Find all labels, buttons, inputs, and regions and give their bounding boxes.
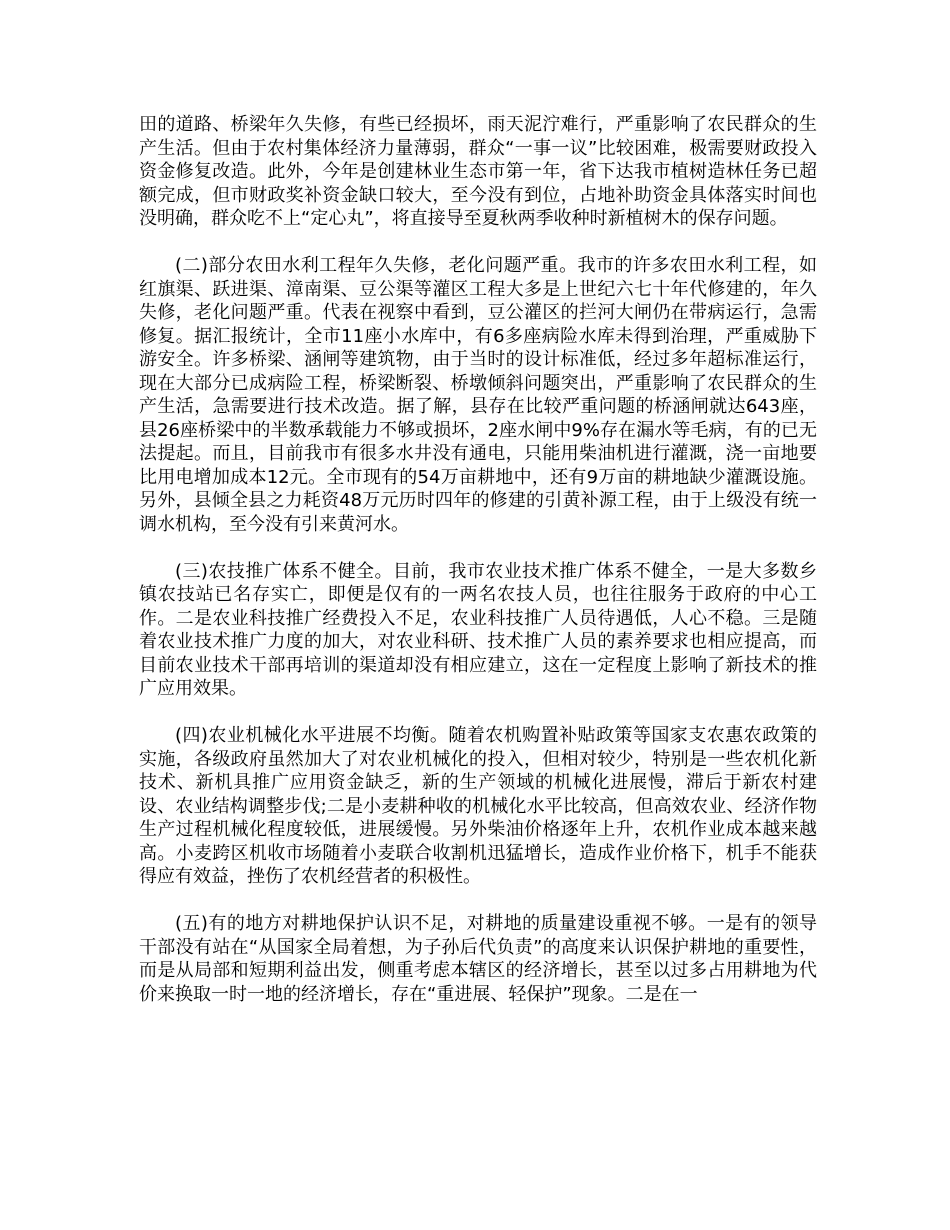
paragraph-section-4: (四)农业机械化水平进展不均衡。随着农机购置补贴政策等国家支农惠农政策的实施，各级政府虽然加大了对农业机械化的投入，但相对较少，特别是一些农机化新技术、新机具推广应用资金缺乏，新的生产领域的机械化进展慢，滞后于新农村建设、农业结构调整步伐;二是小麦耕种收的机械化水平比较高，但高效农业、经济作物生产过程机械化程度较低，进展缓慢。另外柴油价格逐年上升，农机作业成本越来越高。小麦跨区机收市场随着小麦联合收割机迅猛增长，造成作业价格下，机手不能获得应有效益，挫伤了农机经营者的积极性。 [139, 725, 817, 887]
paragraph-section-3: (三)农技推广体系不健全。目前，我市农业技术推广体系不健全，一是大多数乡镇农技站已名存实亡，即便是仅有的一两名农技人员，也往往服务于政府的中心工作。二是农业科技推广经费投入不足，农业科技推广人员待遇低，人心不稳。三是随着农业技术推广力度的加大，对农业科研、技术推广人员的素养要求也相应提高，而目前农业技术干部再培训的渠道却没有相应建立，这在一定程度上影响了新技术的推广应用效果。 [139, 560, 817, 699]
document-body [139, 113, 817, 1030]
paragraph-continuation: 田的道路、桥梁年久失修，有些已经损坏，雨天泥泞难行，严重影响了农民群众的生产生活。但由于农村集体经济力量薄弱，群众“一事一议”比较困难，极需要财政投入资金修复改造。此外，今年是创建林业生态市第一年，省下达我市植树造林任务已超额完成，但市财政奖补资金缺口较大，至今没有到位，占地补助资金具体落实时间也没明确，群众吃不上“定心丸”，将直接导至夏秋两季收种时新植树木的保存问题。 [139, 114, 817, 229]
paragraph-section-5: (五)有的地方对耕地保护认识不足，对耕地的质量建设重视不够。一是有的领导干部没有站在“从国家全局着想，为子孙后代负责”的高度来认识保护耕地的重要性，而是从局部和短期利益出发，侧重考虑本辖区的经济增长，甚至以过多占用耕地为代价来换取一时一地的经济增长，存在“重进展、轻保护”现象。二是在一 [139, 913, 817, 1005]
paragraph-section-2: (二)部分农田水利工程年久失修，老化问题严重。我市的许多农田水利工程，如红旗渠、跃进渠、漳南渠、豆公渠等灌区工程大多是上世纪六七十年代修建的，年久失修，老化问题严重。代表在视察中看到，豆公灌区的拦河大闸仍在带病运行，急需修复。据汇报统计，全市11座小水库中，有6多座病险水库未得到治理，严重威胁下游安全。许多桥梁、涵闸等建筑物，由于当时的设计标准低，经过多年超标准运行，现在大部分已成病险工程，桥梁断裂、桥墩倾斜问题突出，严重影响了农民群众的生产生活，急需要进行技术改造。据了解，县存在比较严重问题的桥涵闸就达643座，县26座桥梁中的半数承载能力不够或损坏，2座水闸中9%存在漏水等毛病，有的已无法提起。而且，目前我市有很多水井没有通电，只能用柴油机进行灌溉，浇一亩地要比用电增加成本12元。全市现有的54万亩耕地中，还有9万亩的耕地缺少灌溉设施。另外，县倾全县之力耗资48万元历时四年的修建的引黄补源工程，由于上级没有统一调水机构，至今没有引来黄河水。 [139, 255, 817, 535]
